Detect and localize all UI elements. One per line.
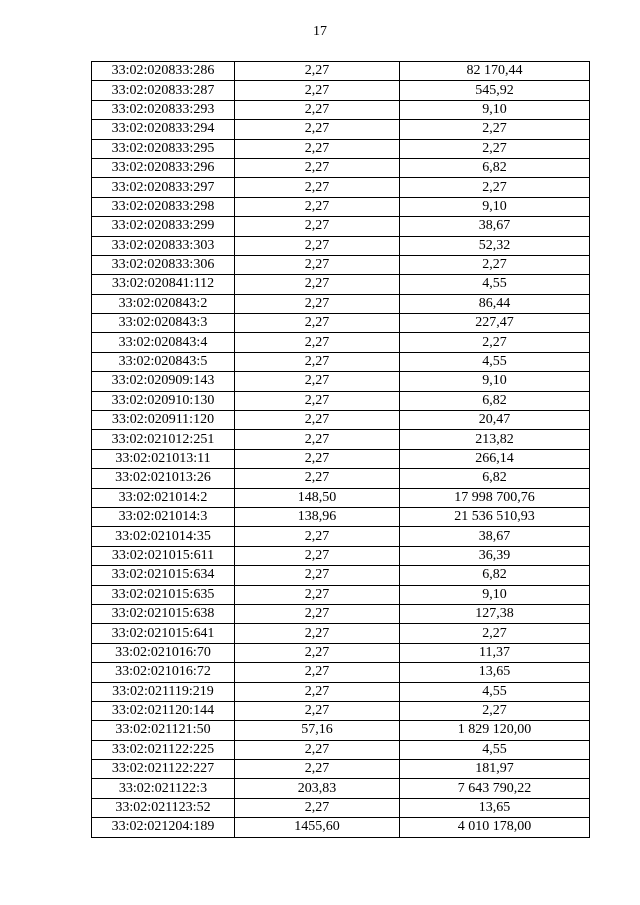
value-cell: 2,27 xyxy=(235,314,400,333)
value-cell: 2,27 xyxy=(235,217,400,236)
value-cell: 2,27 xyxy=(235,197,400,216)
cadastral-number-cell: 33:02:020833:295 xyxy=(92,139,235,158)
value-cell: 2,27 xyxy=(235,624,400,643)
cadastral-number-cell: 33:02:021204:189 xyxy=(92,818,235,837)
table-body xyxy=(92,62,590,838)
cadastral-table xyxy=(91,61,590,838)
table-row xyxy=(92,352,590,371)
table-row xyxy=(92,663,590,682)
table-row xyxy=(92,197,590,216)
amount-cell: 213,82 xyxy=(400,430,590,449)
value-cell: 2,27 xyxy=(235,701,400,720)
table-row xyxy=(92,527,590,546)
table-row xyxy=(92,430,590,449)
cadastral-number-cell: 33:02:021123:52 xyxy=(92,798,235,817)
table-row xyxy=(92,546,590,565)
table-row xyxy=(92,411,590,430)
table-row xyxy=(92,333,590,352)
value-cell: 2,27 xyxy=(235,391,400,410)
table-row xyxy=(92,449,590,468)
value-cell: 2,27 xyxy=(235,469,400,488)
cadastral-number-cell: 33:02:020833:299 xyxy=(92,217,235,236)
table-row xyxy=(92,818,590,837)
table-row xyxy=(92,372,590,391)
amount-cell: 9,10 xyxy=(400,197,590,216)
amount-cell: 266,14 xyxy=(400,449,590,468)
value-cell: 1455,60 xyxy=(235,818,400,837)
amount-cell: 127,38 xyxy=(400,604,590,623)
cadastral-number-cell: 33:02:020910:130 xyxy=(92,391,235,410)
amount-cell: 9,10 xyxy=(400,585,590,604)
cadastral-number-cell: 33:02:020833:303 xyxy=(92,236,235,255)
value-cell: 2,27 xyxy=(235,643,400,662)
cadastral-number-cell: 33:02:021119:219 xyxy=(92,682,235,701)
amount-cell: 1 829 120,00 xyxy=(400,721,590,740)
table-row xyxy=(92,643,590,662)
amount-cell: 2,27 xyxy=(400,333,590,352)
value-cell: 2,27 xyxy=(235,158,400,177)
amount-cell: 4,55 xyxy=(400,740,590,759)
amount-cell: 4,55 xyxy=(400,352,590,371)
amount-cell: 20,47 xyxy=(400,411,590,430)
value-cell: 2,27 xyxy=(235,372,400,391)
cadastral-number-cell: 33:02:020833:298 xyxy=(92,197,235,216)
value-cell: 2,27 xyxy=(235,604,400,623)
cadastral-number-cell: 33:02:021013:26 xyxy=(92,469,235,488)
table-row xyxy=(92,314,590,333)
cadastral-number-cell: 33:02:021015:635 xyxy=(92,585,235,604)
value-cell: 2,27 xyxy=(235,100,400,119)
cadastral-number-cell: 33:02:020833:296 xyxy=(92,158,235,177)
value-cell: 2,27 xyxy=(235,178,400,197)
cadastral-number-cell: 33:02:021014:2 xyxy=(92,488,235,507)
cadastral-number-cell: 33:02:021016:70 xyxy=(92,643,235,662)
cadastral-number-cell: 33:02:020909:143 xyxy=(92,372,235,391)
cadastral-number-cell: 33:02:020843:4 xyxy=(92,333,235,352)
table-row xyxy=(92,120,590,139)
value-cell: 138,96 xyxy=(235,507,400,526)
table-row xyxy=(92,217,590,236)
cadastral-number-cell: 33:02:021016:72 xyxy=(92,663,235,682)
cadastral-number-cell: 33:02:020911:120 xyxy=(92,411,235,430)
amount-cell: 6,82 xyxy=(400,566,590,585)
table-row xyxy=(92,682,590,701)
value-cell: 2,27 xyxy=(235,139,400,158)
cadastral-number-cell: 33:02:021015:611 xyxy=(92,546,235,565)
cadastral-number-cell: 33:02:021121:50 xyxy=(92,721,235,740)
amount-cell: 227,47 xyxy=(400,314,590,333)
amount-cell: 545,92 xyxy=(400,81,590,100)
amount-cell: 2,27 xyxy=(400,139,590,158)
table-row xyxy=(92,740,590,759)
amount-cell: 2,27 xyxy=(400,120,590,139)
cadastral-number-cell: 33:02:020833:293 xyxy=(92,100,235,119)
cadastral-number-cell: 33:02:021012:251 xyxy=(92,430,235,449)
value-cell: 2,27 xyxy=(235,81,400,100)
amount-cell: 7 643 790,22 xyxy=(400,779,590,798)
value-cell: 2,27 xyxy=(235,760,400,779)
amount-cell: 52,32 xyxy=(400,236,590,255)
value-cell: 2,27 xyxy=(235,62,400,81)
value-cell: 57,16 xyxy=(235,721,400,740)
cadastral-number-cell: 33:02:020843:3 xyxy=(92,314,235,333)
cadastral-number-cell: 33:02:020833:297 xyxy=(92,178,235,197)
amount-cell: 2,27 xyxy=(400,255,590,274)
table-row xyxy=(92,100,590,119)
table-row xyxy=(92,779,590,798)
table-row xyxy=(92,391,590,410)
amount-cell: 2,27 xyxy=(400,701,590,720)
table-row xyxy=(92,721,590,740)
cadastral-number-cell: 33:02:020833:294 xyxy=(92,120,235,139)
amount-cell: 6,82 xyxy=(400,158,590,177)
amount-cell: 82 170,44 xyxy=(400,62,590,81)
table-row xyxy=(92,275,590,294)
table-row xyxy=(92,255,590,274)
table-row xyxy=(92,604,590,623)
value-cell: 2,27 xyxy=(235,352,400,371)
value-cell: 2,27 xyxy=(235,430,400,449)
amount-cell: 4,55 xyxy=(400,682,590,701)
cadastral-number-cell: 33:02:021015:641 xyxy=(92,624,235,643)
value-cell: 2,27 xyxy=(235,585,400,604)
value-cell: 2,27 xyxy=(235,120,400,139)
table-row xyxy=(92,62,590,81)
amount-cell: 21 536 510,93 xyxy=(400,507,590,526)
cadastral-number-cell: 33:02:020833:286 xyxy=(92,62,235,81)
page-number: 17 xyxy=(313,24,327,39)
value-cell: 2,27 xyxy=(235,236,400,255)
cadastral-number-cell: 33:02:020843:2 xyxy=(92,294,235,313)
table-row xyxy=(92,701,590,720)
value-cell: 148,50 xyxy=(235,488,400,507)
value-cell: 2,27 xyxy=(235,740,400,759)
amount-cell: 181,97 xyxy=(400,760,590,779)
amount-cell: 4,55 xyxy=(400,275,590,294)
amount-cell: 6,82 xyxy=(400,469,590,488)
value-cell: 2,27 xyxy=(235,682,400,701)
cadastral-number-cell: 33:02:021120:144 xyxy=(92,701,235,720)
value-cell: 2,27 xyxy=(235,546,400,565)
table-row xyxy=(92,81,590,100)
cadastral-number-cell: 33:02:021013:11 xyxy=(92,449,235,468)
table-row xyxy=(92,585,590,604)
value-cell: 2,27 xyxy=(235,411,400,430)
table-row xyxy=(92,488,590,507)
cadastral-number-cell: 33:02:021015:634 xyxy=(92,566,235,585)
amount-cell: 2,27 xyxy=(400,178,590,197)
table-row xyxy=(92,798,590,817)
table-row xyxy=(92,158,590,177)
amount-cell: 36,39 xyxy=(400,546,590,565)
cadastral-number-cell: 33:02:021122:227 xyxy=(92,760,235,779)
cadastral-number-cell: 33:02:020833:287 xyxy=(92,81,235,100)
cadastral-number-cell: 33:02:021015:638 xyxy=(92,604,235,623)
table-row xyxy=(92,760,590,779)
value-cell: 2,27 xyxy=(235,449,400,468)
amount-cell: 86,44 xyxy=(400,294,590,313)
value-cell: 203,83 xyxy=(235,779,400,798)
amount-cell: 6,82 xyxy=(400,391,590,410)
cadastral-number-cell: 33:02:020833:306 xyxy=(92,255,235,274)
amount-cell: 38,67 xyxy=(400,217,590,236)
table-row xyxy=(92,178,590,197)
cadastral-number-cell: 33:02:021122:3 xyxy=(92,779,235,798)
amount-cell: 9,10 xyxy=(400,100,590,119)
table-row xyxy=(92,469,590,488)
cadastral-number-cell: 33:02:020841:112 xyxy=(92,275,235,294)
cadastral-number-cell: 33:02:020843:5 xyxy=(92,352,235,371)
value-cell: 2,27 xyxy=(235,275,400,294)
amount-cell: 17 998 700,76 xyxy=(400,488,590,507)
amount-cell: 2,27 xyxy=(400,624,590,643)
amount-cell: 11,37 xyxy=(400,643,590,662)
cadastral-number-cell: 33:02:021014:3 xyxy=(92,507,235,526)
table-row xyxy=(92,566,590,585)
amount-cell: 13,65 xyxy=(400,663,590,682)
value-cell: 2,27 xyxy=(235,798,400,817)
value-cell: 2,27 xyxy=(235,663,400,682)
cadastral-number-cell: 33:02:021122:225 xyxy=(92,740,235,759)
table-row xyxy=(92,294,590,313)
value-cell: 2,27 xyxy=(235,527,400,546)
table-row xyxy=(92,139,590,158)
amount-cell: 38,67 xyxy=(400,527,590,546)
table-row xyxy=(92,236,590,255)
value-cell: 2,27 xyxy=(235,566,400,585)
amount-cell: 13,65 xyxy=(400,798,590,817)
table-row xyxy=(92,507,590,526)
value-cell: 2,27 xyxy=(235,333,400,352)
value-cell: 2,27 xyxy=(235,294,400,313)
table-row xyxy=(92,624,590,643)
cadastral-number-cell: 33:02:021014:35 xyxy=(92,527,235,546)
amount-cell: 9,10 xyxy=(400,372,590,391)
amount-cell: 4 010 178,00 xyxy=(400,818,590,837)
value-cell: 2,27 xyxy=(235,255,400,274)
